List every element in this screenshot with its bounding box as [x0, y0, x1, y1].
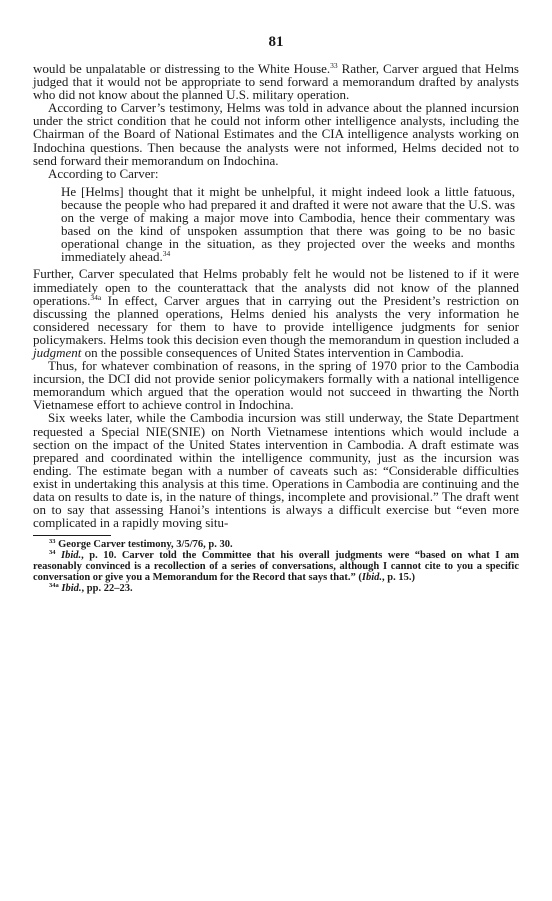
text-run: He [Helms] thought that it might be unhelpful, it might indeed look a little fatuous, because the people who had prepared it and drafted it were not aware that the U.S. was on the verge of making a major move into Cambodia, hence their commentary was based on the kind of unspoken assumption that there was going to be no basic operational change in the situation, as they projected over the weeks and months immediately ahead. — [61, 183, 515, 265]
text-run: on the possible consequences of United States intervention in Cambodia. — [81, 344, 464, 360]
text-run: Rather, Carver argued that Helms judged that it would not be appropriate to send forward a memorandum drafted by analysts who did not know about the planned U.S. military operation. — [33, 61, 519, 103]
italic-text: Ibid. — [361, 572, 383, 584]
footnote-ref: 33 — [49, 538, 56, 546]
footnote-33 — [33, 539, 519, 550]
paragraph-4 — [33, 267, 519, 359]
footnote-ref: 33 — [330, 61, 338, 70]
footnote-34a — [33, 583, 519, 594]
italic-text: Ibid. — [55, 550, 82, 562]
text-run: In effect, Carver argues that in carrying out the President’s restriction on discussing the planned operations, Helms denied his analysts the very information he considered necessary for them to have to provide intelligence judgments for senior policymakers. Helms took this decision even though the memorandum in question included a — [33, 292, 519, 347]
body-text — [33, 62, 519, 529]
paragraph-5 — [33, 359, 519, 411]
footnote-ref: 34a — [49, 582, 59, 590]
italic-text: judgment — [33, 344, 82, 360]
text-run: , p. 10. Carver told the Committee that his overall judgments were “based on what I am reasonably convinced is a recollection of a series of conversations, although I cannot cite to you a specific conversation or give you a Memorandum for the Record that says that.” ( — [33, 550, 519, 584]
footnote-ref: 34a — [90, 292, 102, 302]
text-run: , pp. 22–23. — [81, 583, 133, 595]
block-quote — [61, 185, 515, 264]
text-run: Thus, for whatever combination of reasons, in the spring of 1970 prior to the Cambodia incursion, the DCI did not provide senior policymakers formally with a national intelligence memorandum which argued that the operation would not succeed in thwarting the North Vietnamese effort to achieve control in Indochina. — [33, 358, 519, 413]
paragraph-3 — [33, 167, 519, 180]
text-run: George Carver testimony, 3/5/76, p. 30. — [55, 539, 233, 551]
text-run: Six weeks later, while the Cambodia incursion was still underway, the State Department requested a Special NIE(SNIE) on North Vietnamese intentions which would include a section on the impact of the United States intervention in Cambodia. A draft estimate was prepared and coordinated within the intelligence community, just as the incursion was ending. The estimate began with a number of caveats such as: “Considerable difficulties exist in undertaking this analysis at this time. Operations in Cambodia are continuing and the data on results to date is, in the nature of things, incomplete and provisional.” The draft went on to say that assessing Hanoi’s intentions is always a difficult exercise but “even more complicated in a rapidly moving situ- — [33, 410, 519, 531]
text-run: According to Carver’s testimony, Helms was told in advance about the planned incursion under the strict condition that he could not inform other intelligence analysts, including the Chairman of the Board of National Estimates and the CIA intelligence analysts working on Indochina questions. Then because the analysts were not informed, Helms decided not to send forward their memorandum on Indochina. — [33, 100, 519, 168]
footnotes — [33, 539, 519, 594]
italic-text: Ibid. — [58, 583, 82, 595]
page-number: 81 — [268, 34, 284, 50]
paragraph-6 — [33, 411, 519, 529]
footnote-divider — [33, 535, 111, 536]
text-run: According to Carver: — [48, 165, 159, 181]
text-run: Further, Carver speculated that Helms probably felt he would not be listened to if it were immediately open to the counterattack that the analysts did not know of the planned operations. — [33, 266, 519, 308]
document-page — [33, 32, 519, 594]
footnote-ref: 34 — [162, 249, 171, 259]
text-run: would be unpalatable or distressing to the White House. — [33, 61, 331, 76]
paragraph-2 — [33, 101, 519, 166]
text-run: , p. 15.) — [382, 572, 415, 584]
paragraph-1 — [33, 62, 519, 101]
footnote-ref: 34 — [49, 549, 56, 557]
footnote-34 — [33, 550, 519, 583]
